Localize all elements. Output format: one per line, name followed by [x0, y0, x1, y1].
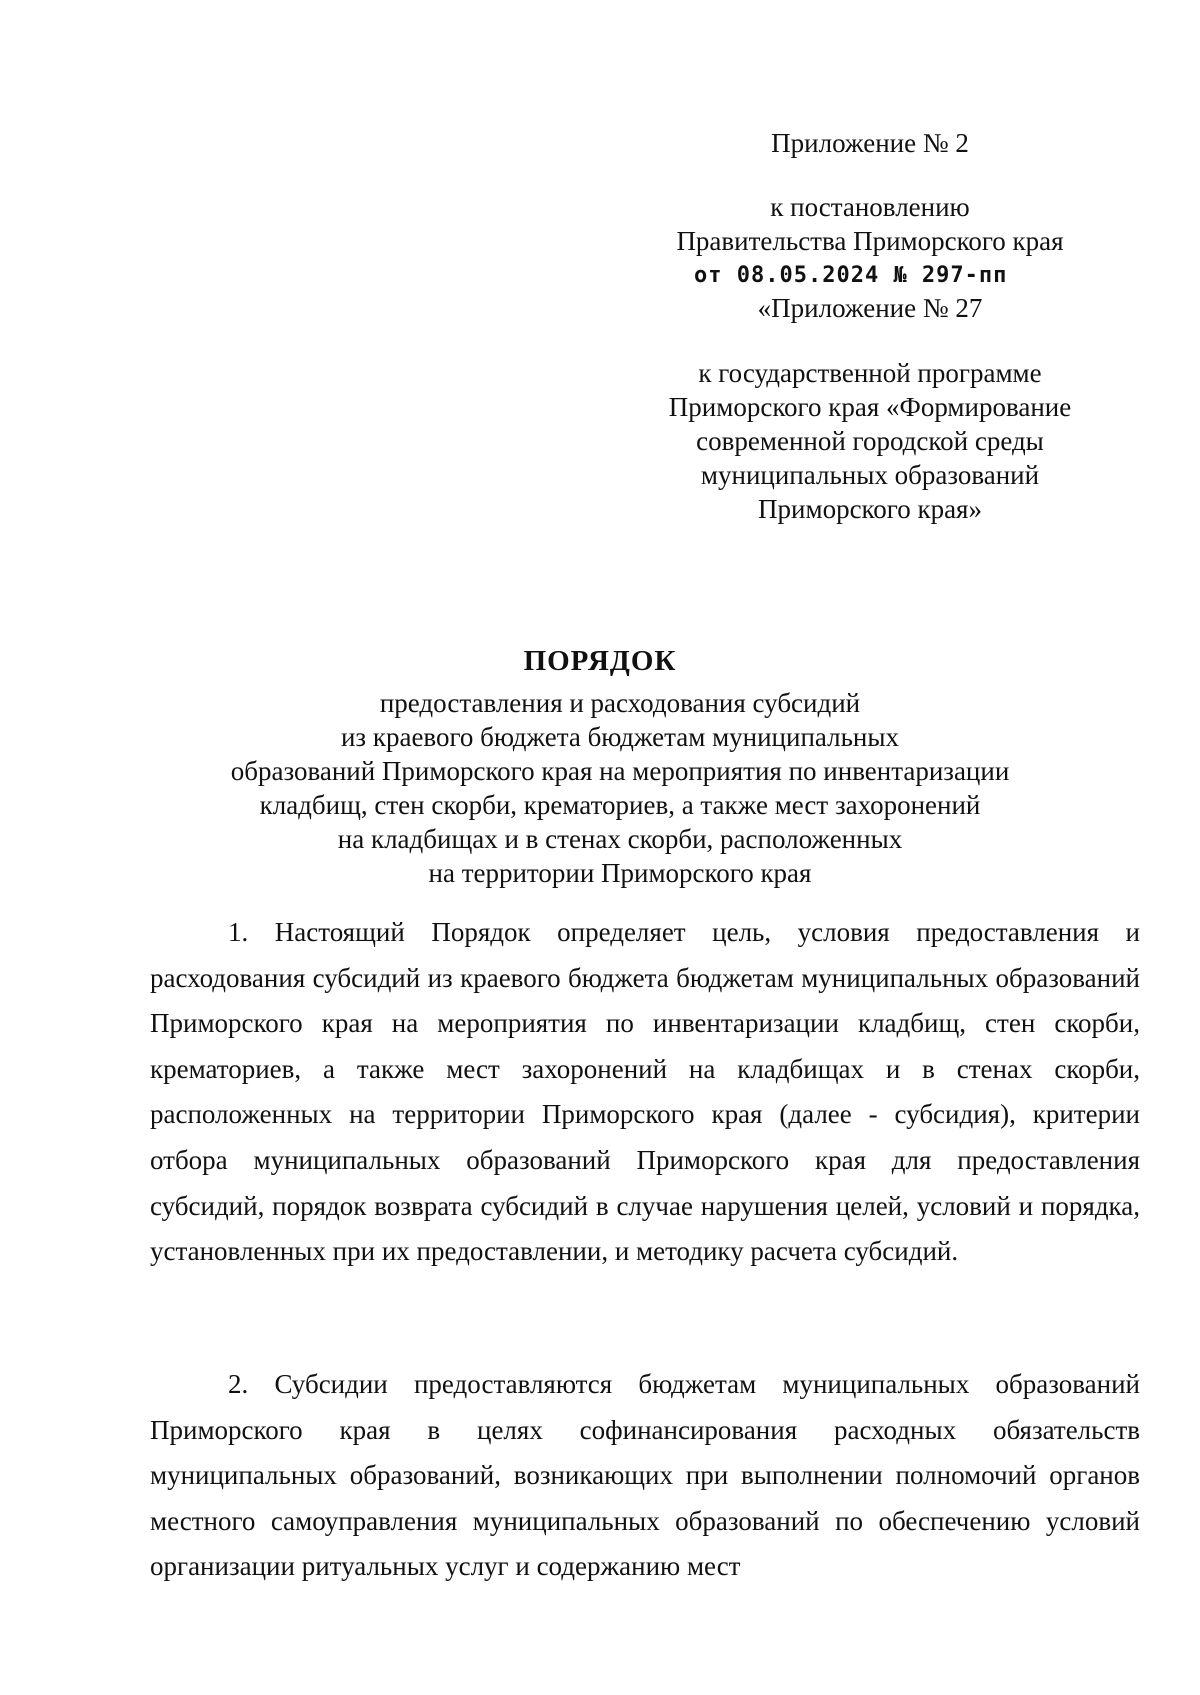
registration-stamp: от 08.05.2024 № 297-пп: [694, 263, 1008, 288]
program-reference-line: Приморского края «Формирование: [668, 392, 1072, 422]
document-subheading: [150, 686, 1090, 890]
subheading-line: кладбищ, стен скорби, крематориев, а также мест захоронений: [259, 790, 981, 820]
subheading-line: на территории Приморского края: [428, 858, 812, 888]
program-reference-line: к государственной программе: [698, 358, 1042, 388]
paragraph-2: 2. Субсидии предоставляются бюджетам муниципальных образований Приморского края в целях софинансирования расходных обязательств муниципальных образований, возникающих при выполнении полномочий органов местного самоуправления муниципальных образований по обеспечению условий организации ритуальных услуг и содержанию мест: [150, 1369, 1140, 1582]
subheading-line: на кладбищах и в стенах скорби, расположенных: [337, 824, 903, 854]
subheading-line: предоставления и расходования субсидий: [379, 688, 861, 718]
program-reference-line: Приморского края»: [758, 494, 982, 524]
subheading-line: образований Приморского края на мероприятия по инвентаризации: [230, 756, 1010, 786]
program-reference-line: современной городской среды: [696, 426, 1044, 456]
program-reference: [620, 356, 1120, 526]
document-heading: ПОРЯДОК: [523, 645, 677, 677]
annex-title: Приложение № 2: [771, 128, 969, 158]
paragraph-2-container: [150, 1362, 1140, 1590]
paragraph-1-container: [150, 910, 1140, 1275]
paragraph-1: 1. Настоящий Порядок определяет цель, условия предоставления и расходования субсидий из краевого бюджета бюджетам муниципальных образований Приморского края на мероприятия по инвентаризации кладбищ, стен скорби, крематориев, а также мест захоронений на кладбищах и в стенах скорби, расположенных на территории Приморского края (далее - субсидия), критерии отбора муниципальных образований Приморского края для предоставления субсидий, порядок возврата субсидий в случае нарушения целей, условий и порядка, установленных при их предоставлении, и методику расчета субсидий.: [150, 917, 1140, 1267]
program-reference-line: муниципальных образований: [700, 460, 1040, 490]
annex-reference-line: Правительства Приморского края: [676, 226, 1064, 256]
annex-reference-line: к постановлению: [770, 192, 970, 222]
subheading-line: из краевого бюджета бюджетам муниципальных: [340, 722, 900, 752]
annex-reference: [620, 190, 1120, 258]
annex27-title: «Приложение № 27: [757, 293, 983, 323]
